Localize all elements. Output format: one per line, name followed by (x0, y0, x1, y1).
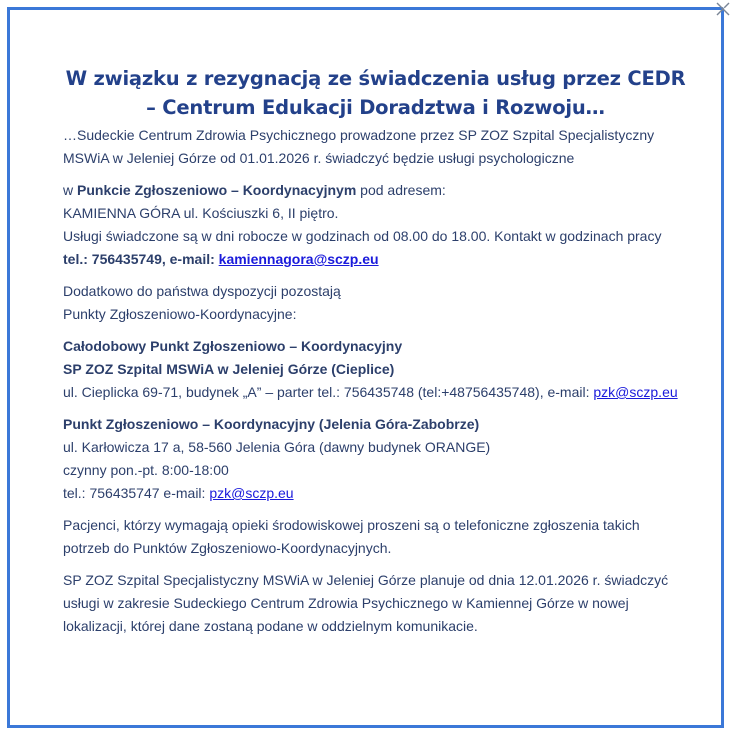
point2-address: ul. Cieplicka 69-71, budynek „A” – parter tel.: 756435748 (tel:+48756435748), e-mail: (63, 384, 594, 400)
close-button[interactable] (714, 0, 732, 18)
close-icon (714, 0, 732, 18)
point1-name: Punkcie Zgłoszeniowo – Koordynacyjnym (77, 182, 357, 198)
intro-paragraph: …Sudeckie Centrum Zdrowia Psychicznego prowadzone przez SP ZOZ Szpital Specjalistyczny MSWiA w Jeleniej Górze od 01.01.2026 r. świadczyć będzie usługi psychologiczne (63, 127, 655, 166)
additional-paragraph (63, 280, 688, 326)
point1-contact: tel.: 756435749, e-mail: (63, 251, 219, 267)
point2-email-link[interactable]: pzk@sczp.eu (593, 384, 678, 400)
point2-paragraph (63, 335, 688, 404)
title-line-2: – Centrum Edukacji Doradztwa i Rozwoju… (146, 96, 605, 119)
point2-name-line-2: SP ZOZ Szpital MSWiA w Jeleniej Górze (Cieplice) (63, 361, 395, 377)
point1-address: KAMIENNA GÓRA ul. Kościuszki 6, II piętro. (63, 205, 339, 221)
additional-line-2: Punkty Zgłoszeniowo-Koordynacyjne: (63, 306, 297, 322)
patients-paragraph: Pacjenci, którzy wymagają opieki środowiskowej proszeni są o telefoniczne zgłoszenia takich potrzeb do Punktów Zgłoszeniowo-Koordynacyjnych. (63, 517, 640, 556)
point3-phone: tel.: 756435747 e-mail: (63, 485, 210, 501)
point1-email-link[interactable]: kamiennagora@sczp.eu (218, 251, 379, 267)
point3-address: ul. Karłowicza 17 a, 58-560 Jelenia Góra (dawny budynek ORANGE) (63, 439, 491, 455)
plan-paragraph: SP ZOZ Szpital Specjalistyczny MSWiA w Jeleniej Górze planuje od dnia 12.01.2026 r. świadczyć usługi w zakresie Sudeckiego Centrum Zdrowia Psychicznego w Kamiennej Górze w nowej lokalizacji, której dane zostaną podane w oddzielnym komunikacie. (63, 572, 669, 634)
announcement-modal (7, 7, 724, 728)
modal-content (63, 64, 688, 647)
point3-email-link[interactable]: pzk@sczp.eu (209, 485, 294, 501)
additional-line-1: Dodatkowo do państwa dyspozycji pozostają (63, 283, 341, 299)
point3-name: Punkt Zgłoszeniowo – Koordynacyjny (Jelenia Góra-Zabobrze) (63, 416, 480, 432)
point2-name-line-1: Całodobowy Punkt Zgłoszeniowo – Koordynacyjny (63, 338, 403, 354)
title-line-1: W związku z rezygnacją ze świadczenia usług przez CEDR (65, 67, 686, 90)
point1-hours: Usługi świadczone są w dni robocze w godzinach od 08.00 do 18.00. Kontakt w godzinach pracy (63, 228, 662, 244)
point1-suffix: pod adresem: (356, 182, 446, 198)
point3-paragraph (63, 413, 688, 505)
point1-paragraph (63, 179, 688, 271)
point3-hours: czynny pon.-pt. 8:00-18:00 (63, 462, 229, 478)
point1-prefix: w (63, 182, 77, 198)
modal-title (63, 64, 688, 122)
